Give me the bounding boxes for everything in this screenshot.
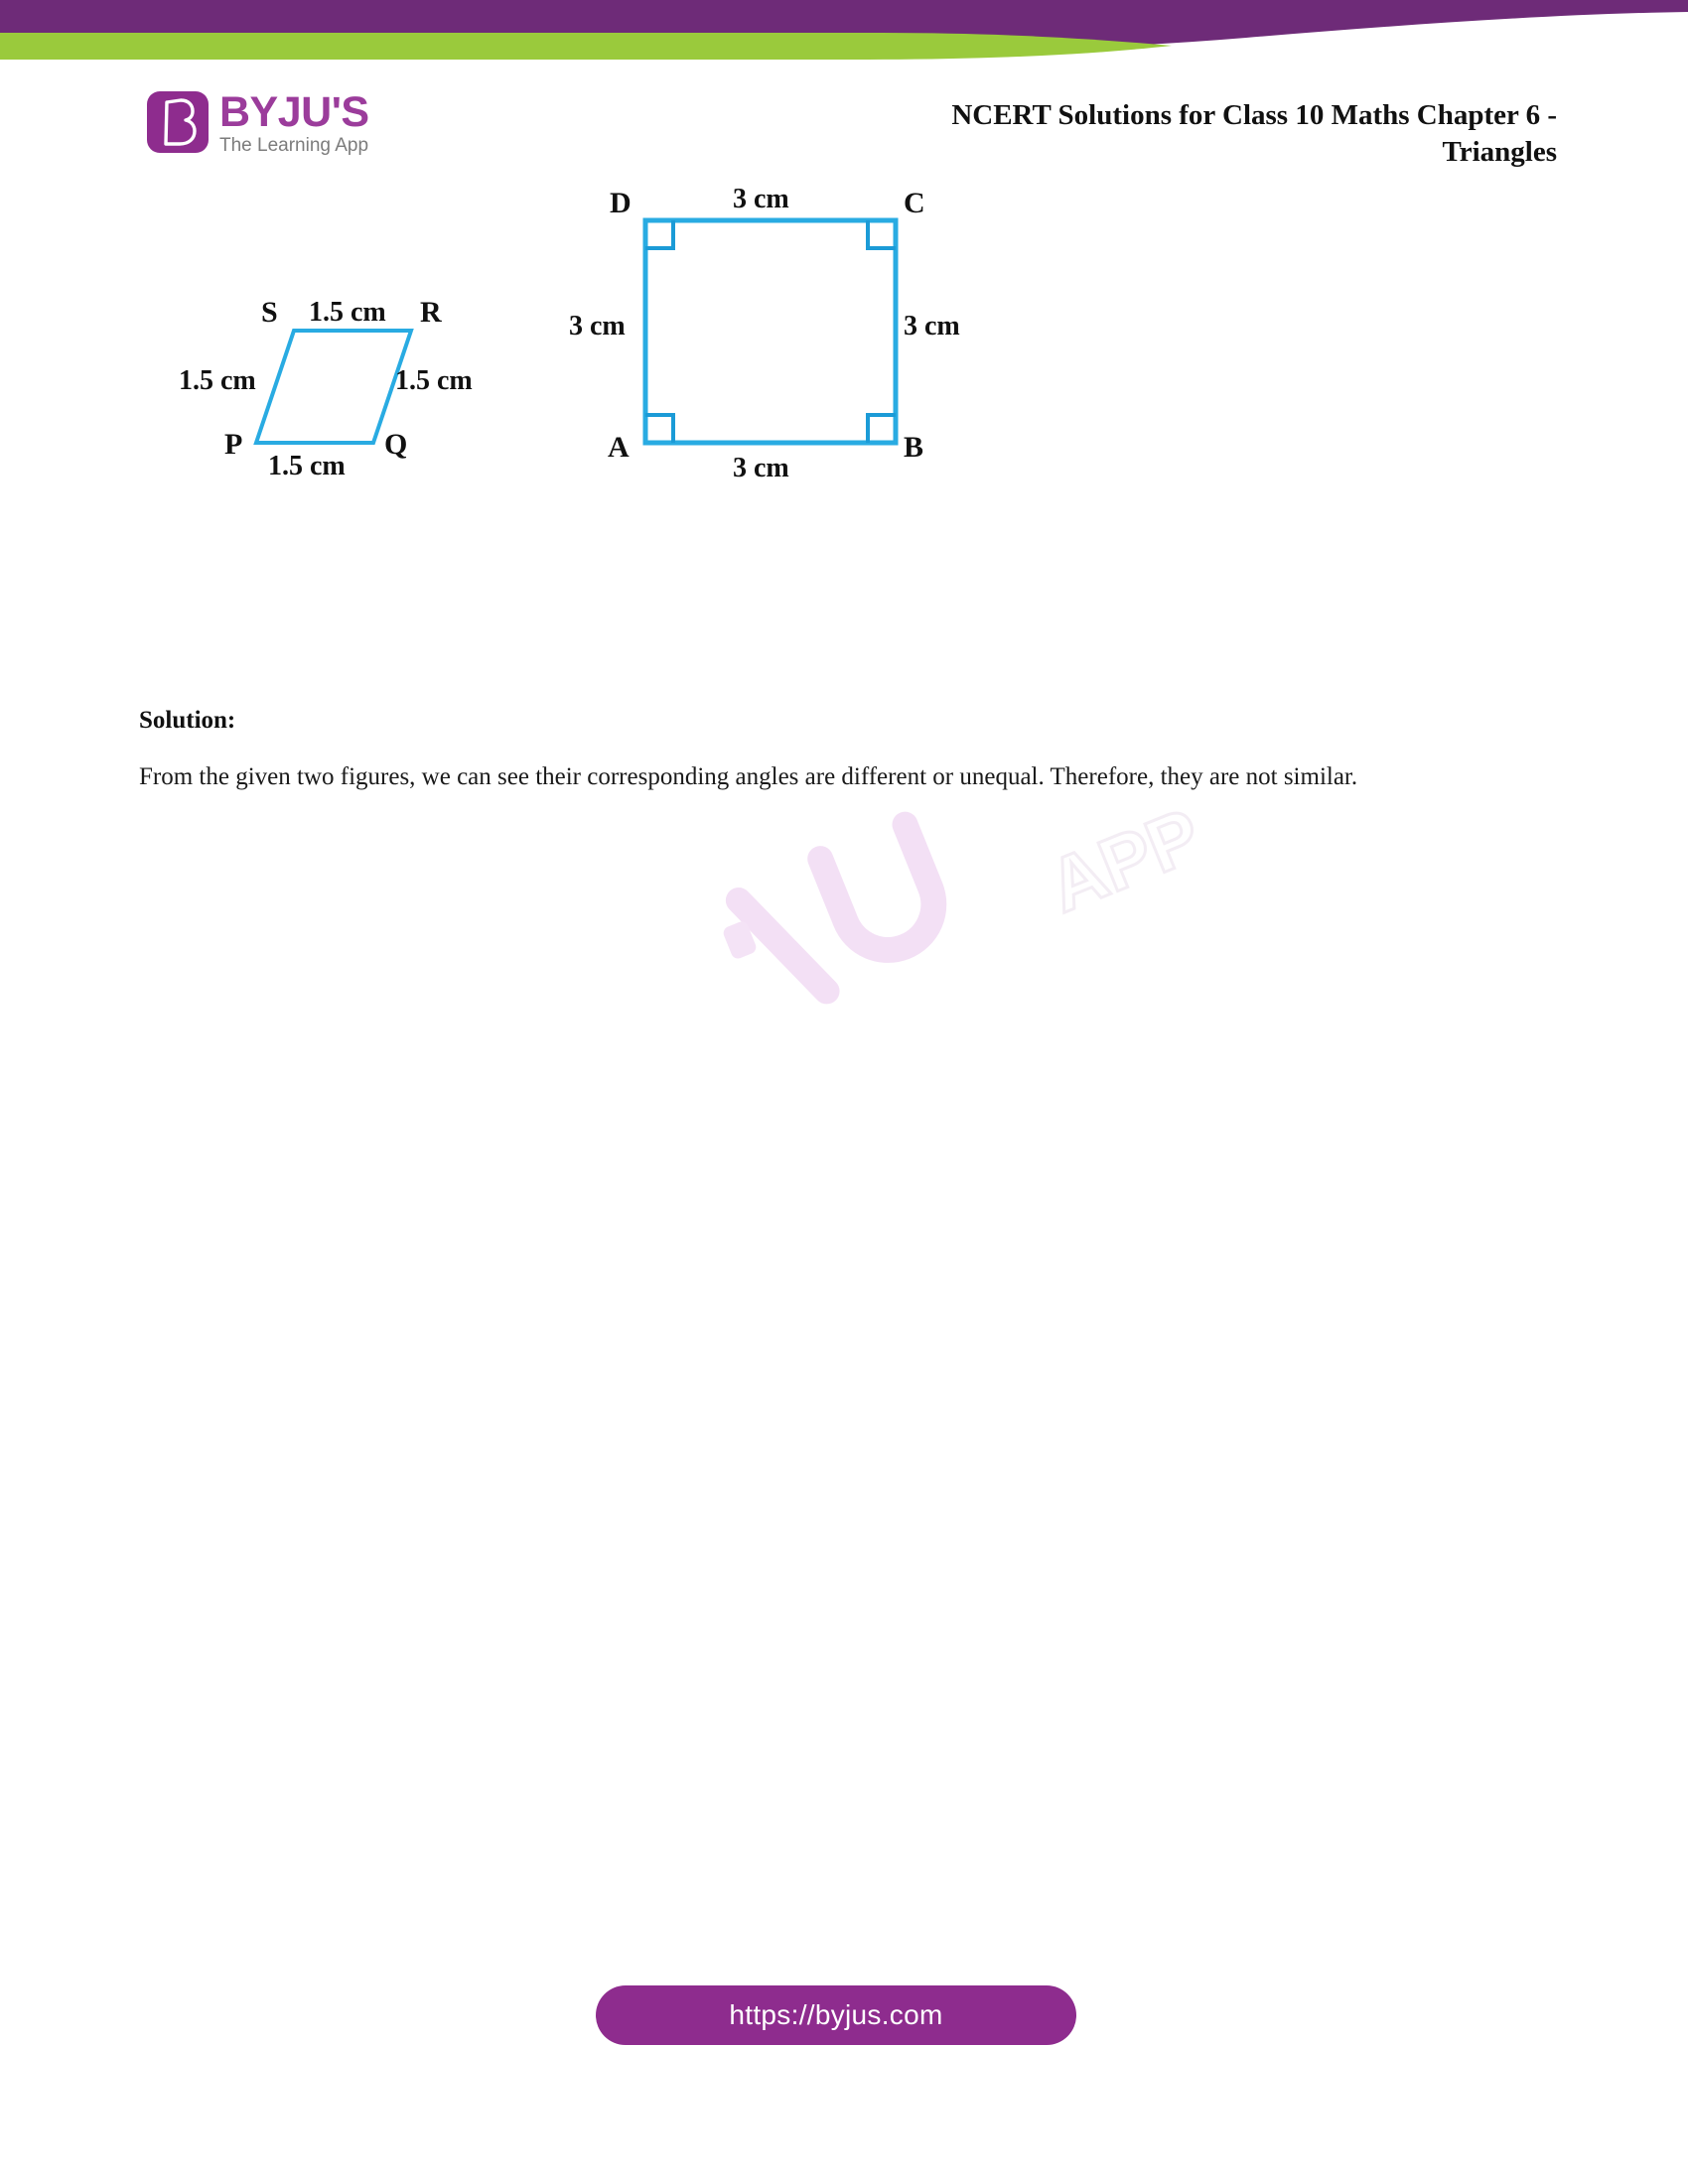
vertex-label-s: S — [261, 296, 278, 329]
dimension-label-bc: 3 cm — [904, 311, 960, 341]
figures-svg — [149, 199, 1365, 685]
vertex-label-p: P — [224, 428, 243, 461]
vertex-label-r: R — [420, 296, 442, 329]
right-angle-mark-a — [645, 415, 673, 443]
parallelogram-pqrs-shape — [256, 331, 411, 443]
vertex-label-b: B — [904, 431, 924, 464]
byjus-tagline: The Learning App — [219, 135, 369, 156]
dimension-label-ad: 3 cm — [569, 311, 626, 341]
dimension-label-dc: 3 cm — [733, 184, 789, 214]
geometry-figures-panel — [149, 184, 1365, 685]
square-abcd-shape — [645, 220, 896, 443]
vertex-label-d: D — [610, 187, 632, 219]
vertex-label-q: Q — [384, 428, 408, 461]
dimension-label-ab: 3 cm — [733, 453, 789, 483]
watermark-app-text: APP — [1037, 792, 1213, 929]
byjus-url-button[interactable] — [596, 1985, 1076, 2045]
byjus-wordmark: BYJU'S — [219, 88, 369, 136]
right-angle-mark-b — [868, 415, 896, 443]
solution-body-text: From the given two figures, we can see their corresponding angles are different or unequal. Therefore, they are not similar. — [139, 763, 1358, 790]
dimension-label-qr: 1.5 cm — [395, 365, 473, 396]
dimension-label-pq: 1.5 cm — [268, 451, 346, 481]
dimension-label-ps: 1.5 cm — [179, 365, 256, 396]
right-angle-mark-c — [868, 220, 896, 248]
vertex-label-a: A — [608, 431, 630, 464]
vertex-label-c: C — [904, 187, 925, 219]
page-title-line-2: Triangles — [1442, 136, 1557, 168]
solution-heading: Solution: — [139, 707, 236, 734]
byjus-watermark — [635, 764, 1251, 1042]
page-title-line-1: NCERT Solutions for Class 10 Maths Chapter 6 - — [951, 99, 1557, 131]
dimension-label-sr: 1.5 cm — [309, 297, 386, 328]
byjus-url-label: https://byjus.com — [729, 1999, 943, 2030]
right-angle-mark-d — [645, 220, 673, 248]
